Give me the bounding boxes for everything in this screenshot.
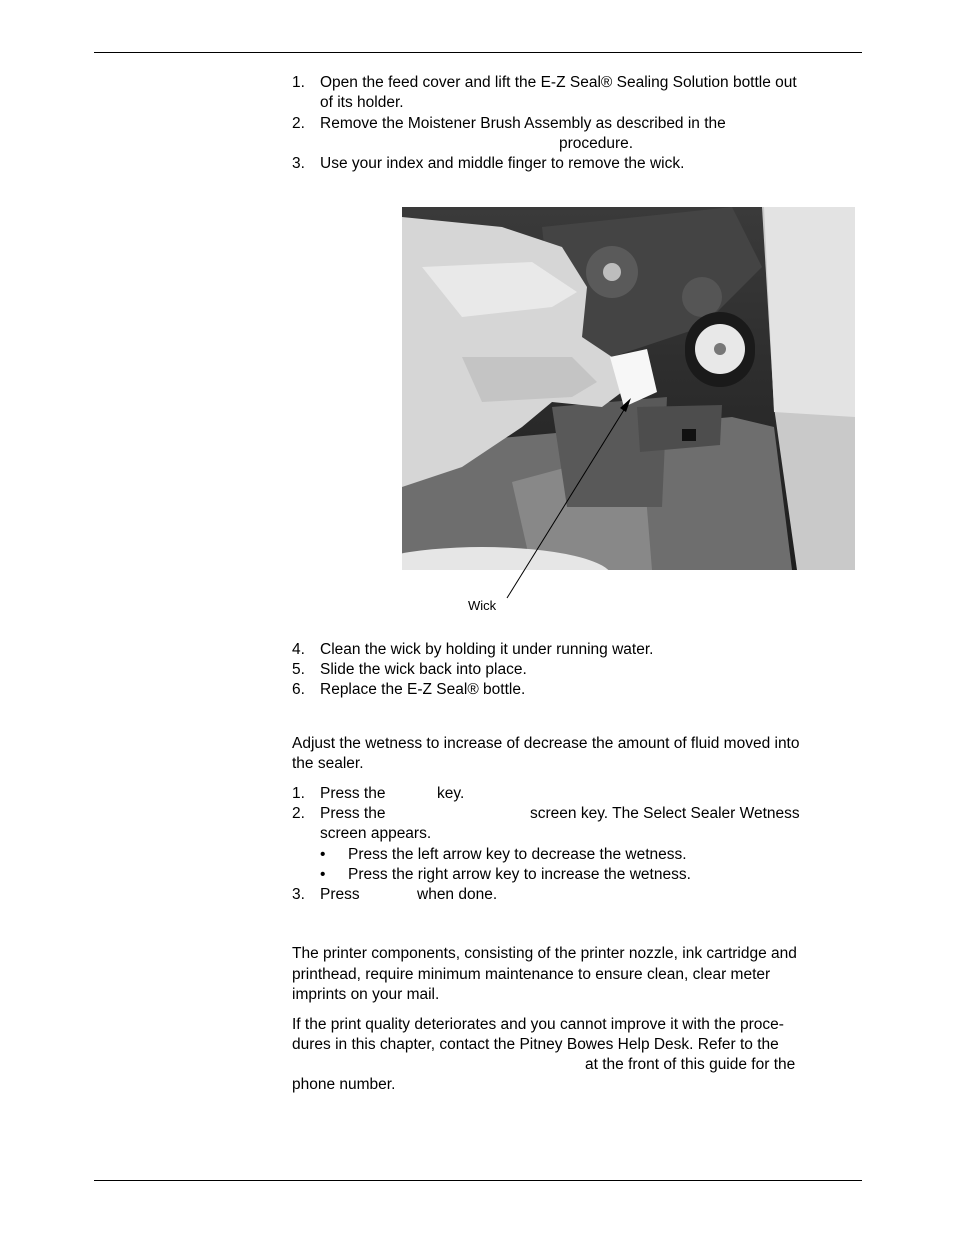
printer-paragraph: The printer components, consisting of the printer nozzle, ink cartridge and: [292, 945, 797, 962]
step-text: procedure.: [559, 135, 634, 152]
step-number: 2.: [292, 805, 305, 822]
step-number: 3.: [292, 886, 305, 903]
step-text: Slide the wick back into place.: [320, 661, 527, 678]
step-text: Press the: [320, 805, 386, 822]
step-number: 4.: [292, 641, 305, 658]
step-number: 1.: [292, 74, 305, 91]
step-number: 6.: [292, 681, 305, 698]
step-text: screen key. The Select Sealer Wetness: [530, 805, 800, 822]
bullet-glyph: •: [320, 846, 326, 863]
printer-paragraph: at the front of this guide for the: [585, 1056, 796, 1073]
bullet-glyph: •: [320, 866, 326, 883]
step-text: when done.: [417, 886, 498, 903]
step-number: 2.: [292, 115, 305, 132]
printer-paragraph: dures in this chapter, contact the Pitney Bowes Help Desk. Refer to the: [292, 1036, 779, 1053]
step-number: 1.: [292, 785, 305, 802]
photo-illustration: [402, 207, 855, 570]
printer-paragraph: printhead, require minimum maintenance to ensure clean, clear meter: [292, 966, 771, 983]
printer-paragraph: phone number.: [292, 1076, 396, 1093]
step-number: 3.: [292, 155, 305, 172]
top-rule: [94, 52, 862, 53]
bottom-rule: [94, 1180, 862, 1181]
step-number: 5.: [292, 661, 305, 678]
printer-paragraph: imprints on your mail.: [292, 986, 440, 1003]
step-text: Replace the E-Z Seal® bottle.: [320, 681, 526, 698]
figure-caption: Wick: [468, 598, 497, 613]
step-text: Clean the wick by holding it under running water.: [320, 641, 654, 658]
step-text: Press: [320, 886, 360, 903]
bullet-text: Press the right arrow key to increase the wetness.: [348, 866, 691, 883]
step-text: Remove the Moistener Brush Assembly as described in the: [320, 115, 726, 132]
step-text: Press the: [320, 785, 386, 802]
step-text: of its holder.: [320, 94, 404, 111]
wick-removal-photo: [402, 207, 855, 570]
step-text: screen appears.: [320, 825, 432, 842]
wetness-intro: the sealer.: [292, 755, 364, 772]
step-text: key.: [437, 785, 465, 802]
wetness-intro: Adjust the wetness to increase of decrease the amount of fluid moved into: [292, 735, 800, 752]
bullet-text: Press the left arrow key to decrease the wetness.: [348, 846, 687, 863]
step-text: Use your index and middle finger to remove the wick.: [320, 155, 685, 172]
step-text: Open the feed cover and lift the E-Z Seal® Sealing Solution bottle out: [320, 74, 797, 91]
printer-paragraph: If the print quality deteriorates and you cannot improve it with the proce-: [292, 1016, 784, 1033]
